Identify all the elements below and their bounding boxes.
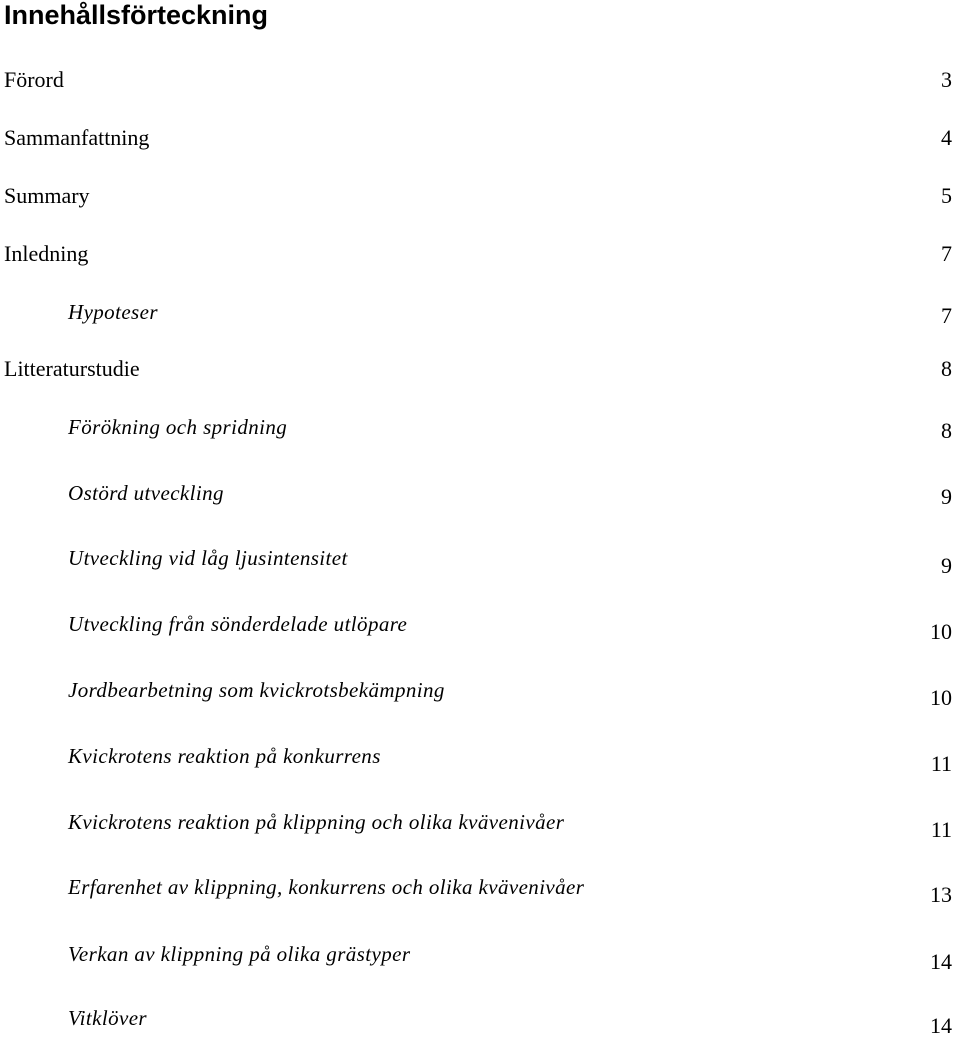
toc-entry-label: Vitklöver	[68, 1006, 148, 1030]
toc-entry[interactable]	[0, 742, 960, 776]
toc-entry[interactable]	[0, 544, 960, 578]
toc-entry-label: Jordbearbetning som kvickrotsbekämpning	[68, 678, 445, 702]
toc-title: Innehållsförteckning	[4, 0, 269, 30]
toc-entry-label: Sammanfattning	[4, 125, 150, 150]
toc-entry-page: 10	[930, 685, 952, 710]
toc-entry-page: 8	[941, 356, 952, 381]
toc-entry-label: Ostörd utveckling	[68, 481, 224, 505]
toc-entry-page: 9	[941, 553, 952, 578]
toc-entry-page: 14	[930, 1013, 952, 1038]
toc-entry-label: Utveckling från sönderdelade utlöpare	[68, 612, 408, 636]
toc-entry-page: 9	[941, 484, 952, 509]
toc-entry[interactable]	[0, 355, 960, 385]
toc-entry[interactable]	[0, 610, 960, 644]
toc-entry[interactable]	[0, 66, 960, 96]
toc-entry-label: Litteraturstudie	[4, 356, 140, 381]
toc-entry-label: Erfarenhet av klippning, konkurrens och olika kvävenivåer	[68, 875, 585, 899]
toc-entry-page: 5	[941, 183, 952, 208]
toc-entry[interactable]	[0, 479, 960, 509]
toc-entry[interactable]	[0, 676, 960, 710]
toc-entry[interactable]	[0, 413, 960, 443]
toc-entry-label: Kvickrotens reaktion på klippning och olika kvävenivåer	[68, 810, 565, 834]
toc-entry-label: Förökning och spridning	[68, 415, 288, 439]
toc-entry[interactable]	[0, 124, 960, 154]
toc-entry-page: 8	[941, 418, 952, 443]
toc-entry-label: Inledning	[4, 241, 89, 266]
toc-entry-label: Kvickrotens reaktion på konkurrens	[68, 744, 381, 768]
toc-entry[interactable]	[0, 873, 960, 907]
toc-entry-label: Hypoteser	[68, 300, 158, 324]
toc-entry[interactable]	[0, 240, 960, 270]
toc-entry[interactable]	[0, 940, 960, 974]
toc-entry-page: 13	[930, 882, 952, 907]
toc-entry-label: Verkan av klippning på olika grästyper	[68, 942, 411, 966]
toc-entry[interactable]	[0, 808, 960, 842]
toc-entry-page: 14	[930, 949, 952, 974]
toc-entry[interactable]	[0, 182, 960, 212]
toc-entry-page: 11	[930, 817, 952, 842]
toc-entry-page: 10	[930, 619, 952, 644]
toc-entry-page: 4	[941, 125, 952, 150]
toc-entry-label: Förord	[4, 67, 64, 92]
toc-entry[interactable]	[0, 298, 960, 328]
toc-entry-label: Utveckling vid låg ljusintensitet	[68, 546, 348, 570]
toc-entry-label: Summary	[4, 183, 90, 208]
toc-entry-page: 7	[941, 303, 952, 328]
toc-entry-page: 3	[941, 67, 952, 92]
toc-entry-page: 7	[941, 241, 952, 266]
toc-entry-page: 11	[930, 751, 952, 776]
